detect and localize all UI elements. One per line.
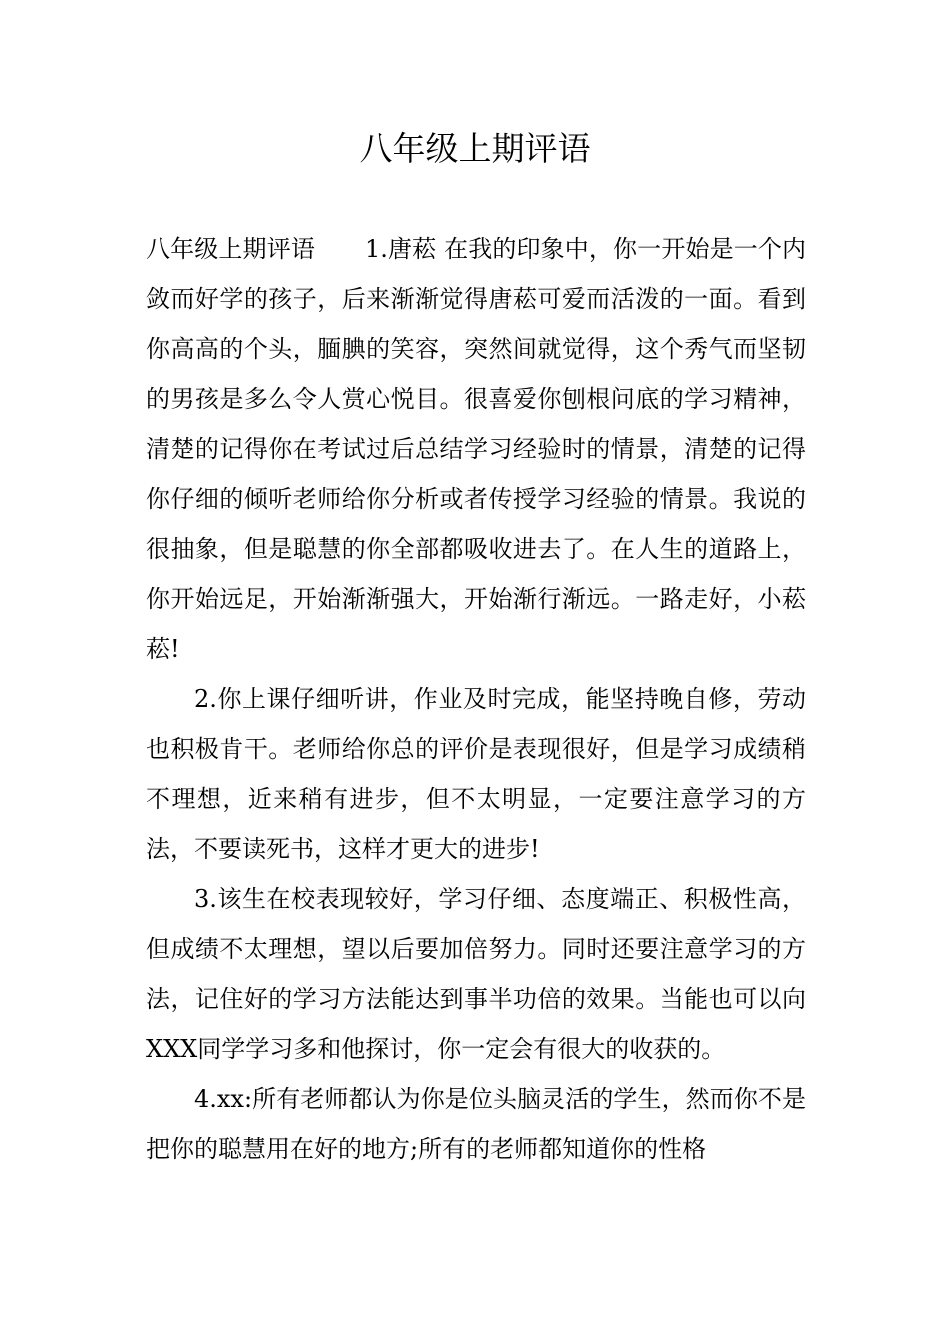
paragraph-3: 3.该生在校表现较好，学习仔细、态度端正、积极性高，但成绩不太理想，望以后要加倍努力。同时还要注意学习的方法，记住好的学习方法能达到事半功倍的效果。当能也可以向XXX同学学习多和他探讨，你一定会有很大的收获的。 bbox=[146, 885, 806, 1063]
paragraph-2: 2.你上课仔细听讲，作业及时完成，能坚持晚自修，劳动也积极肯干。老师给你总的评价是表现很好，但是学习成绩稍不理想，近来稍有进步，但不太明显，一定要注意学习的方法，不要读死书，这样才更大的进步! bbox=[146, 685, 806, 863]
document-body bbox=[146, 224, 806, 1174]
paragraph-1 bbox=[146, 224, 806, 674]
intro-label: 八年级上期评语 bbox=[146, 235, 315, 263]
paragraph-1-text: 1.唐菘 在我的印象中，你一开始是一个内敛而好学的孩子，后来渐渐觉得唐菘可爱而活泼的一面。看到你高高的个头，腼腆的笑容，突然间就觉得，这个秀气而坚韧的男孩是多么令人赏心悦目。很喜爱你刨根问底的学习精神，清楚的记得你在考试过后总结学习经验时的情景，清楚的记得你仔细的倾听老师给你分析或者传授学习经验的情景。我说的很抽象，但是聪慧的你全部都吸收进去了。在人生的道路上，你开始远足，开始渐渐强大，开始渐行渐远。一路走好，小菘菘! bbox=[146, 235, 807, 663]
document-title: 八年级上期评语 bbox=[359, 129, 591, 168]
paragraph-4: 4.xx:所有老师都认为你是位头脑灵活的学生，然而你不是把你的聪慧用在好的地方;所有的老师都知道你的性格 bbox=[146, 1085, 806, 1163]
